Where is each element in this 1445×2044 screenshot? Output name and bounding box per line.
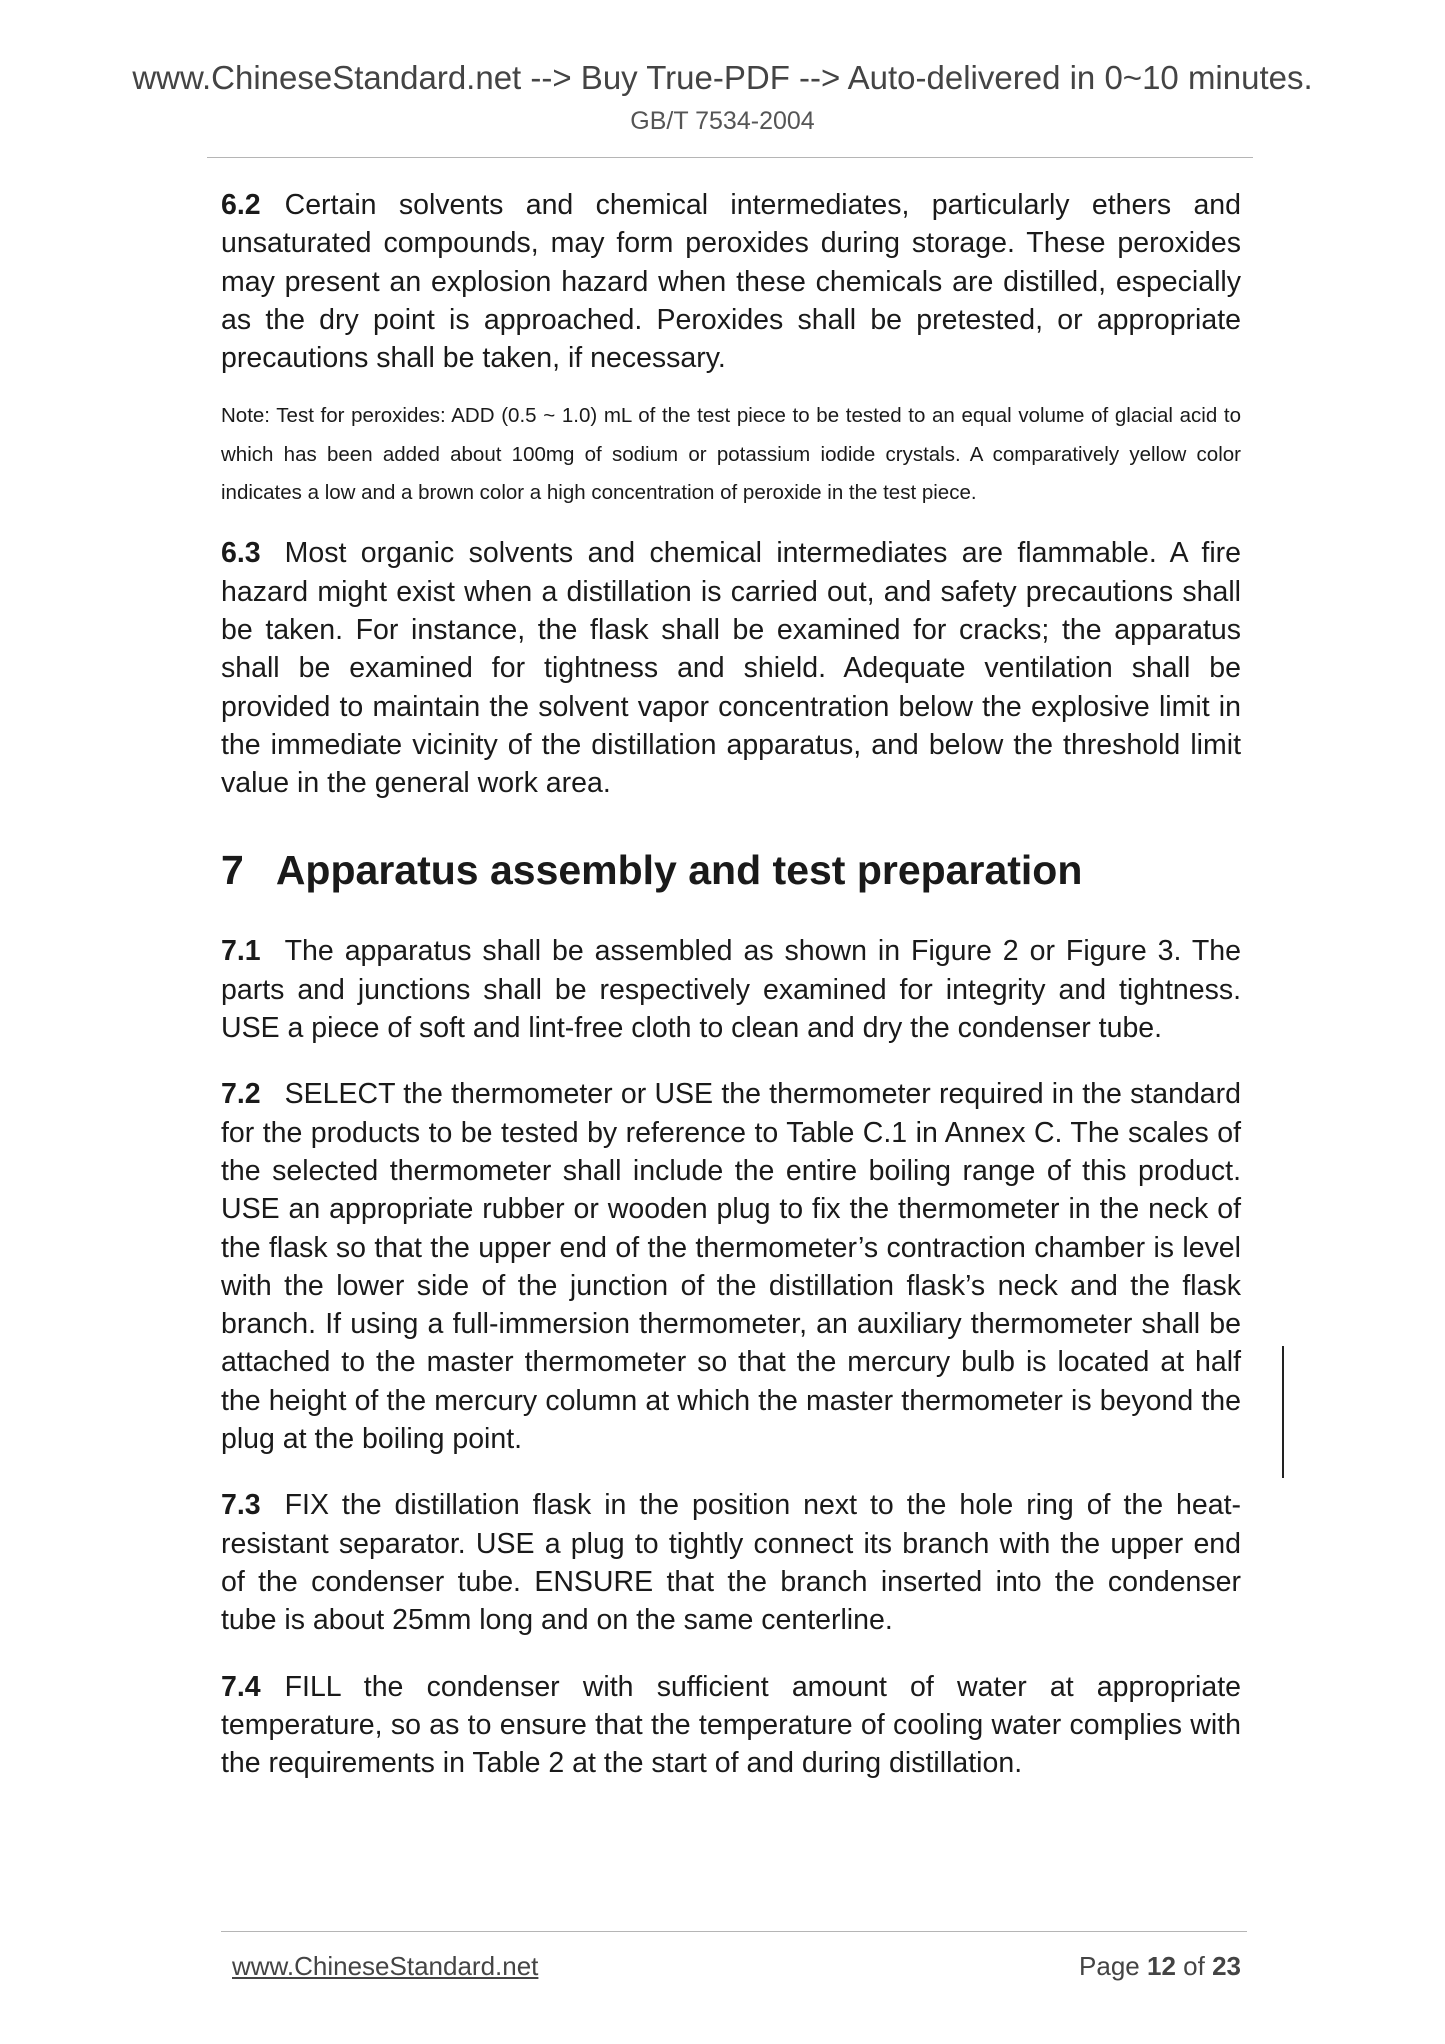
clause-text: FIX the distillation flask in the position next to the hole ring of the heat-resistant separator. USE a plug to tightly connect its branch with the upper end of the condenser tube. ENSURE that the branch inserted into the condenser tube is about 25mm long and on the same centerline. [221, 1489, 1241, 1637]
clause-7-4 [221, 1668, 1241, 1783]
clause-text: Most organic solvents and chemical intermediates are flammable. A fire hazard might exist when a distillation is carried out, and safety precautions shall be taken. For instance, the flask shall be examined for cracks; the apparatus shall be examined for tightness and shield. Adequate ventilation shall be provided to maintain the solvent vapor concentration below the explosive limit in the immediate vicinity of the distillation apparatus, and below the threshold limit value in the general work area. [221, 537, 1241, 800]
page-word: Page [1079, 1951, 1140, 1981]
page-number [1079, 1950, 1241, 1982]
header-divider [207, 157, 1253, 158]
clause-text: FILL the condenser with sufficient amount of water at appropriate temperature, so as to ensure that the temperature of cooling water complies with the requirements in Table 2 at the start of and during distillation. [221, 1670, 1241, 1780]
of-word: of [1183, 1951, 1205, 1981]
section-title: Apparatus assembly and test preparation [275, 847, 1083, 894]
clause-6-2 [221, 186, 1241, 377]
clause-number: 6.3 [221, 537, 261, 570]
clause-number: 6.2 [221, 189, 261, 221]
clause-7-3 [221, 1486, 1241, 1639]
page-total: 23 [1212, 1951, 1241, 1981]
standard-number: GB/T 7534-2004 [630, 107, 815, 135]
revision-bar [1282, 1346, 1284, 1478]
section-number: 7 [221, 847, 244, 894]
header-banner: www.ChineseStandard.net --> Buy True-PDF --> Auto-delivered in 0~10 minutes. [132, 59, 1313, 96]
clause-number: 7.4 [221, 1670, 261, 1703]
clause-text: Certain solvents and chemical intermediates, particularly ethers and unsaturated compounds, may form peroxides during storage. These peroxides may present an explosion hazard when these chemicals are distilled, especially as the dry point is approached. Peroxides shall be pretested, or appropriate precautions shall be taken, if necessary. [221, 189, 1241, 375]
clause-text: The apparatus shall be assembled as shown in Figure 2 or Figure 3. The parts and junctions shall be respectively examined for integrity and tightness. USE a piece of soft and lint-free cloth to clean and dry the condenser tube. [221, 935, 1241, 1045]
clause-number: 7.3 [221, 1489, 261, 1522]
peroxide-note: Note: Test for peroxides: ADD (0.5 ~ 1.0) mL of the test piece to be tested to an equal volume of glacial acid to which has been added about 100mg of sodium or potassium iodide crystals. A comparatively yellow color indicates a low and a brown color a high concentration of peroxide in the test piece. [221, 404, 1241, 505]
footer-site-link[interactable]: www.ChineseStandard.net [232, 1951, 539, 1981]
clause-7-1 [221, 932, 1241, 1047]
clause-number: 7.2 [221, 1078, 261, 1111]
clause-7-2 [221, 1075, 1241, 1458]
clause-6-3 [221, 534, 1241, 802]
section-heading-7 [221, 846, 1241, 894]
clause-number: 7.1 [221, 935, 261, 968]
clause-text: SELECT the thermometer or USE the thermometer required in the standard for the products to be tested by reference to Table C.1 in Annex C. The scales of the selected thermometer shall include the entire boiling range of this product. USE an appropriate rubber or wooden plug to fix the thermometer in the neck of the flask so that the upper end of the thermometer’s contraction chamber is level with the lower side of the junction of the distillation flask’s neck and the flask branch. If using a full-immersion thermometer, an auxiliary thermometer shall be attached to the master thermometer so that the mercury bulb is located at half the height of the mercury column at which the master thermometer is beyond the plug at the boiling point. [221, 1078, 1241, 1456]
footer-divider [221, 1931, 1247, 1932]
page-current: 12 [1147, 1951, 1176, 1981]
page-content [221, 186, 1241, 1782]
